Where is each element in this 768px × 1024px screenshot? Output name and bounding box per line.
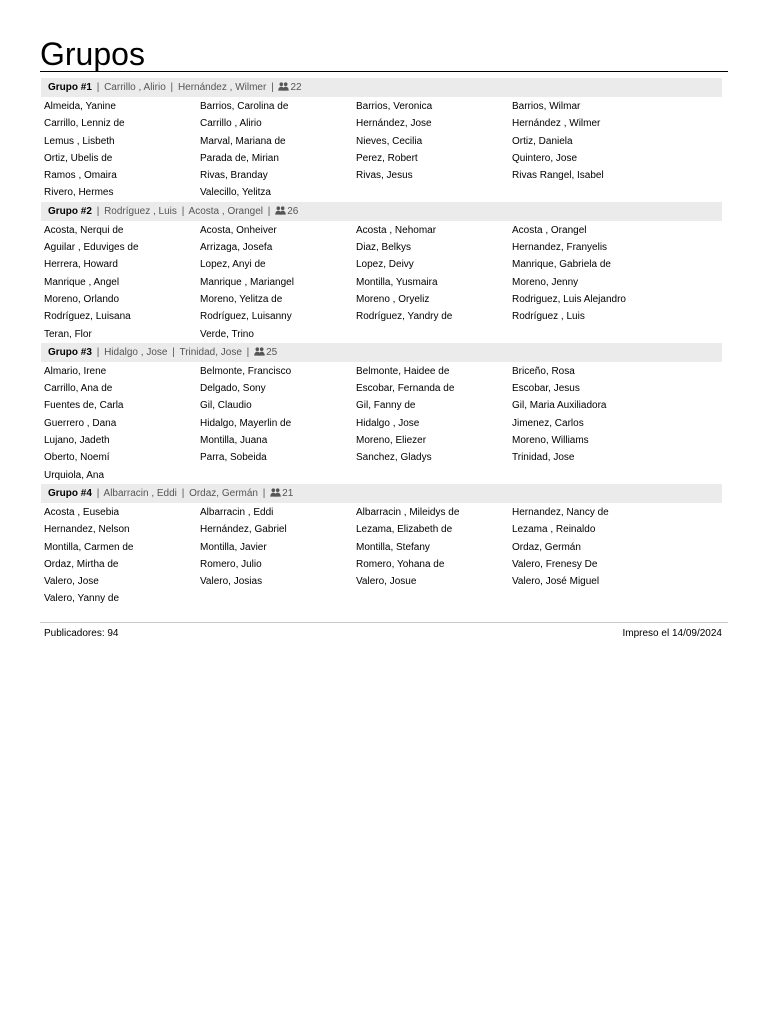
member-name: Moreno , Oryeliz	[356, 293, 430, 305]
member-name: Valero, Jose	[44, 576, 99, 588]
member-name: Moreno, Jenny	[512, 276, 579, 288]
member-name: Lezama , Reinaldo	[512, 524, 596, 536]
header-separator: |	[262, 487, 266, 499]
header-separator: |	[271, 82, 274, 93]
member-name: Manrique , Mariangel	[200, 276, 294, 288]
member-name: Verde, Trino	[200, 328, 254, 340]
group-leader: Hidalgo , Jose	[104, 346, 168, 358]
header-separator: |	[246, 346, 250, 358]
member-name: Hernández, Jose	[356, 118, 432, 130]
member-name: Rodríguez , Luis	[512, 311, 585, 323]
member-name: Ortiz, Ubelis de	[44, 152, 113, 164]
member-name: Rodríguez, Luisanny	[200, 311, 292, 323]
member-name: Hidalgo, Mayerlin de	[200, 417, 292, 429]
member-name: Hernandez, Franyelis	[512, 242, 608, 254]
member-name: Valero, Frenesy De	[512, 558, 598, 570]
member-name: Barrios, Carolina de	[200, 101, 289, 112]
member-name: Guerrero , Dana	[44, 417, 117, 429]
member-name: Moreno, Yelitza de	[200, 293, 283, 305]
header-separator: |	[96, 487, 100, 499]
member-name: Aguilar , Eduviges de	[44, 242, 139, 254]
group-section	[41, 484, 722, 608]
member-name: Arrizaga, Josefa	[200, 242, 273, 254]
header-separator: |	[96, 82, 100, 93]
print-date: Impreso el 14/09/2024	[622, 628, 722, 639]
member-name: Lopez, Deivy	[356, 259, 414, 271]
member-name: Rivas Rangel, Isabel	[512, 170, 604, 182]
member-name: Parada de, Mirian	[200, 152, 279, 164]
member-name: Acosta, Nerqui de	[44, 224, 124, 236]
member-grid	[41, 503, 722, 608]
member-name: Rivero, Hermes	[44, 187, 114, 199]
member-name: Jimenez, Carlos	[512, 417, 584, 429]
header-separator: |	[181, 487, 185, 499]
member-name: Barrios, Wilmar	[512, 101, 581, 112]
member-name: Belmonte, Haidee de	[356, 365, 450, 377]
member-name: Fuentes de, Carla	[44, 400, 124, 412]
member-name: Hernández, Gabriel	[200, 524, 287, 536]
member-name: Delgado, Sony	[200, 383, 266, 395]
group-label: Grupo #3	[48, 346, 92, 358]
member-name: Rodríguez, Yandry de	[356, 311, 453, 323]
footer-divider	[40, 622, 728, 623]
member-name: Ortiz, Daniela	[512, 135, 573, 147]
member-name: Trinidad, Jose	[512, 452, 575, 464]
member-name: Moreno, Williams	[512, 435, 589, 447]
member-name: Carrillo, Ana de	[44, 383, 113, 395]
member-name: Ordaz, Mirtha de	[44, 558, 119, 570]
member-grid	[41, 97, 722, 202]
member-name: Hidalgo , Jose	[356, 417, 420, 429]
member-name: Carrillo , Alirio	[200, 118, 262, 130]
group-header	[41, 343, 722, 362]
group-leader: Albarracin , Eddi	[103, 487, 177, 499]
member-name: Valero, Josias	[200, 576, 263, 588]
member-name: Montilla, Yusmaira	[356, 276, 438, 288]
member-name: Albarracin , Mileidys de	[356, 506, 460, 518]
member-name: Belmonte, Francisco	[200, 365, 292, 377]
member-name: Herrera, Howard	[44, 259, 118, 271]
member-name: Escobar, Fernanda de	[356, 383, 455, 395]
people-icon	[254, 344, 265, 363]
title-divider	[40, 71, 728, 72]
group-leader: Hernández , Wilmer	[177, 82, 267, 93]
member-name: Montilla, Stefany	[356, 541, 430, 553]
member-name: Montilla, Javier	[200, 541, 267, 553]
member-name: Diaz, Belkys	[356, 242, 412, 254]
member-name: Rodriguez, Luis Alejandro	[512, 293, 626, 305]
member-name: Acosta , Eusebia	[44, 506, 120, 518]
member-name: Manrique, Gabriela de	[512, 259, 611, 271]
member-name: Hernandez, Nancy de	[512, 506, 609, 518]
header-separator: |	[172, 346, 175, 358]
group-section	[41, 343, 722, 484]
member-name: Valero, Yanny de	[44, 593, 120, 605]
member-name: Rivas, Branday	[200, 170, 268, 182]
people-icon	[270, 485, 281, 504]
member-name: Nieves, Cecilia	[356, 135, 423, 147]
member-name: Moreno, Orlando	[44, 293, 120, 305]
member-name: Lujano, Jadeth	[44, 435, 110, 447]
header-separator: |	[96, 346, 100, 358]
group-header	[41, 202, 722, 221]
member-name: Escobar, Jesus	[512, 383, 580, 395]
member-name: Romero, Yohana de	[356, 558, 445, 570]
member-name: Ramos , Omaira	[44, 170, 117, 182]
member-name: Acosta , Orangel	[512, 224, 587, 236]
group-member-count: 25	[266, 346, 278, 358]
group-label: Grupo #4	[48, 487, 92, 499]
page-title: Grupos	[40, 36, 145, 72]
member-name: Romero, Julio	[200, 558, 262, 570]
group-leader: Carrillo , Alirio	[104, 82, 166, 93]
member-name: Urquiola, Ana	[44, 469, 105, 481]
member-name: Moreno, Eliezer	[356, 435, 427, 447]
member-name: Almeida, Yanine	[44, 101, 116, 112]
group-label: Grupo #2	[48, 205, 92, 217]
member-name: Quintero, Jose	[512, 152, 578, 164]
member-grid	[41, 362, 722, 484]
member-name: Lemus , Lisbeth	[44, 135, 115, 147]
header-separator: |	[96, 205, 100, 217]
group-header	[41, 484, 722, 503]
member-name: Almario, Irene	[44, 365, 107, 377]
member-name: Acosta , Nehomar	[356, 224, 437, 236]
member-name: Albarracin , Eddi	[200, 506, 274, 518]
group-member-count: 26	[287, 205, 299, 217]
member-name: Parra, Sobeida	[200, 452, 267, 464]
member-name: Briceño, Rosa	[512, 365, 575, 377]
people-icon	[278, 79, 289, 98]
member-name: Valecillo, Yelitza	[200, 187, 271, 199]
member-name: Hernandez, Nelson	[44, 524, 130, 536]
group-label: Grupo #1	[48, 82, 92, 93]
header-separator: |	[267, 205, 271, 217]
people-icon	[275, 203, 286, 222]
member-name: Lopez, Anyi de	[200, 259, 266, 271]
member-name: Montilla, Carmen de	[44, 541, 134, 553]
group-section	[41, 78, 722, 202]
member-name: Lezama, Elizabeth de	[356, 524, 453, 536]
member-name: Montilla, Juana	[200, 435, 268, 447]
member-name: Carrillo, Lenniz de	[44, 118, 125, 130]
group-leader: Trinidad, Jose	[179, 346, 242, 358]
member-name: Rivas, Jesus	[356, 170, 413, 182]
group-header	[41, 78, 722, 97]
member-name: Oberto, Noemí	[44, 452, 110, 464]
member-name: Gil, Maria Auxiliadora	[512, 400, 607, 412]
header-separator: |	[170, 82, 174, 93]
member-name: Gil, Claudio	[200, 400, 252, 412]
member-name: Gil, Fanny de	[356, 400, 416, 412]
group-leader: Rodríguez , Luis	[104, 205, 177, 217]
group-member-count: 22	[290, 82, 302, 93]
member-name: Acosta, Onheiver	[200, 224, 277, 236]
member-name: Manrique , Angel	[44, 276, 120, 288]
member-name: Valero, José Miguel	[512, 576, 600, 588]
member-name: Rodríguez, Luisana	[44, 311, 131, 323]
member-name: Barrios, Veronica	[356, 101, 433, 112]
member-name: Marval, Mariana de	[200, 135, 286, 147]
header-separator: |	[181, 205, 185, 217]
member-name: Sanchez, Gladys	[356, 452, 432, 464]
groups-list	[41, 78, 722, 608]
publishers-count: Publicadores: 94	[44, 628, 119, 639]
member-name: Ordaz, Germán	[512, 541, 581, 553]
member-name: Perez, Robert	[356, 152, 418, 164]
group-member-count: 21	[282, 487, 294, 499]
member-name: Hernández , Wilmer	[512, 118, 601, 130]
group-leader: Ordaz, Germán	[189, 487, 258, 499]
member-grid	[41, 221, 722, 343]
member-name: Valero, Josue	[356, 576, 417, 588]
group-leader: Acosta , Orangel	[188, 205, 264, 217]
member-name: Teran, Flor	[44, 328, 92, 340]
group-section	[41, 202, 722, 343]
